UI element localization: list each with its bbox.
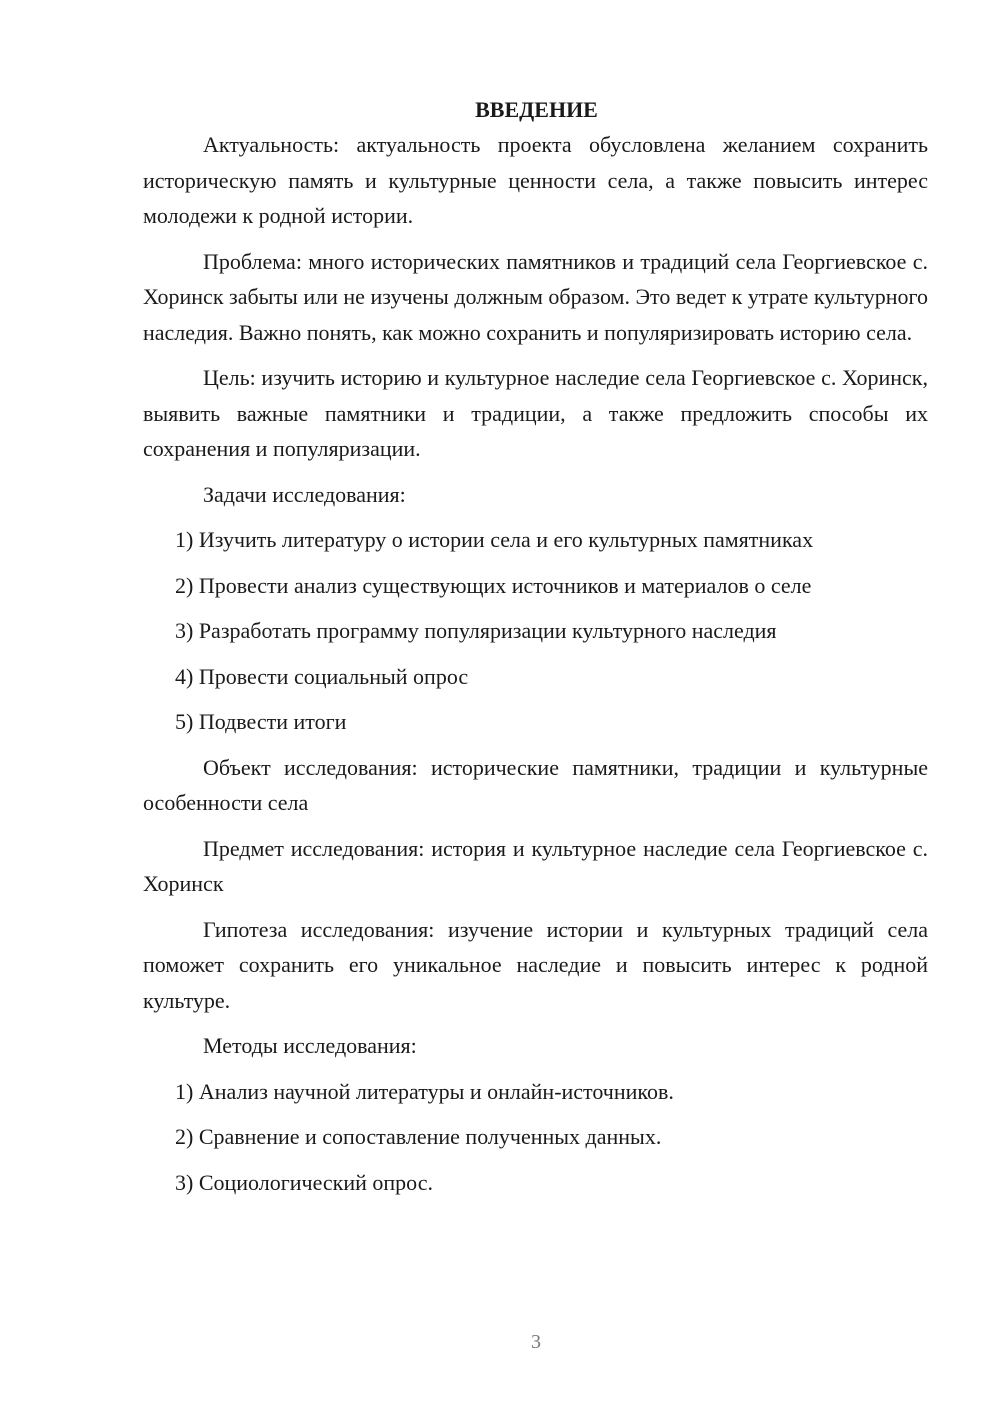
document-page <box>143 92 928 1200</box>
tasks-heading: Задачи исследования: <box>203 481 406 507</box>
goal-paragraph: Цель: изучить историю и культурное наследие села Георгиевское с. Хоринск, выявить важные памятники и традиции, а также предложить способы их сохранения и популяризации. <box>143 365 928 461</box>
problem-paragraph: Проблема: много исторических памятников и традиций села Георгиевское с. Хоринск забыты или не изучены должным образом. Это ведет к утрате культурного наследия. Важно понять, как можно сохранить и популяризировать историю села. <box>143 248 928 345</box>
task-item-5: 5) Подвести итоги <box>175 709 347 734</box>
subject-paragraph: Предмет исследования: история и культурное наследие села Георгиевское с. Хоринск <box>143 835 928 896</box>
relevance-paragraph: Актуальность: актуальность проекта обусловлена желанием сохранить историческую память и культурные ценности села, а также повысить интерес молодежи к родной истории. <box>143 132 928 228</box>
task-item-1: 1) Изучить литературу о истории села и его культурных памятниках <box>175 527 814 552</box>
hypothesis-paragraph: Гипотеза исследования: изучение истории и культурных традиций села поможет сохранить его уникальное наследие и повысить интерес к родной культуре. <box>143 916 928 1013</box>
page-title: ВВЕДЕНИЕ <box>475 97 598 122</box>
method-item-2: 2) Сравнение и сопоставление полученных данных. <box>175 1124 662 1149</box>
method-item-1: 1) Анализ научной литературы и онлайн-источников. <box>175 1078 674 1104</box>
methods-heading: Методы исследования: <box>203 1033 417 1058</box>
task-item-4: 4) Провести социальный опрос <box>175 663 469 689</box>
task-item-2: 2) Провести анализ существующих источников и материалов о селе <box>175 572 812 598</box>
object-paragraph: Объект исследования: исторические памятники, традиции и культурные особенности села <box>143 754 928 815</box>
task-item-3: 3) Разработать программу популяризации культурного наследия <box>175 618 777 643</box>
page-number: 3 <box>531 1331 541 1353</box>
method-item-3: 3) Социологический опрос. <box>175 1169 433 1195</box>
